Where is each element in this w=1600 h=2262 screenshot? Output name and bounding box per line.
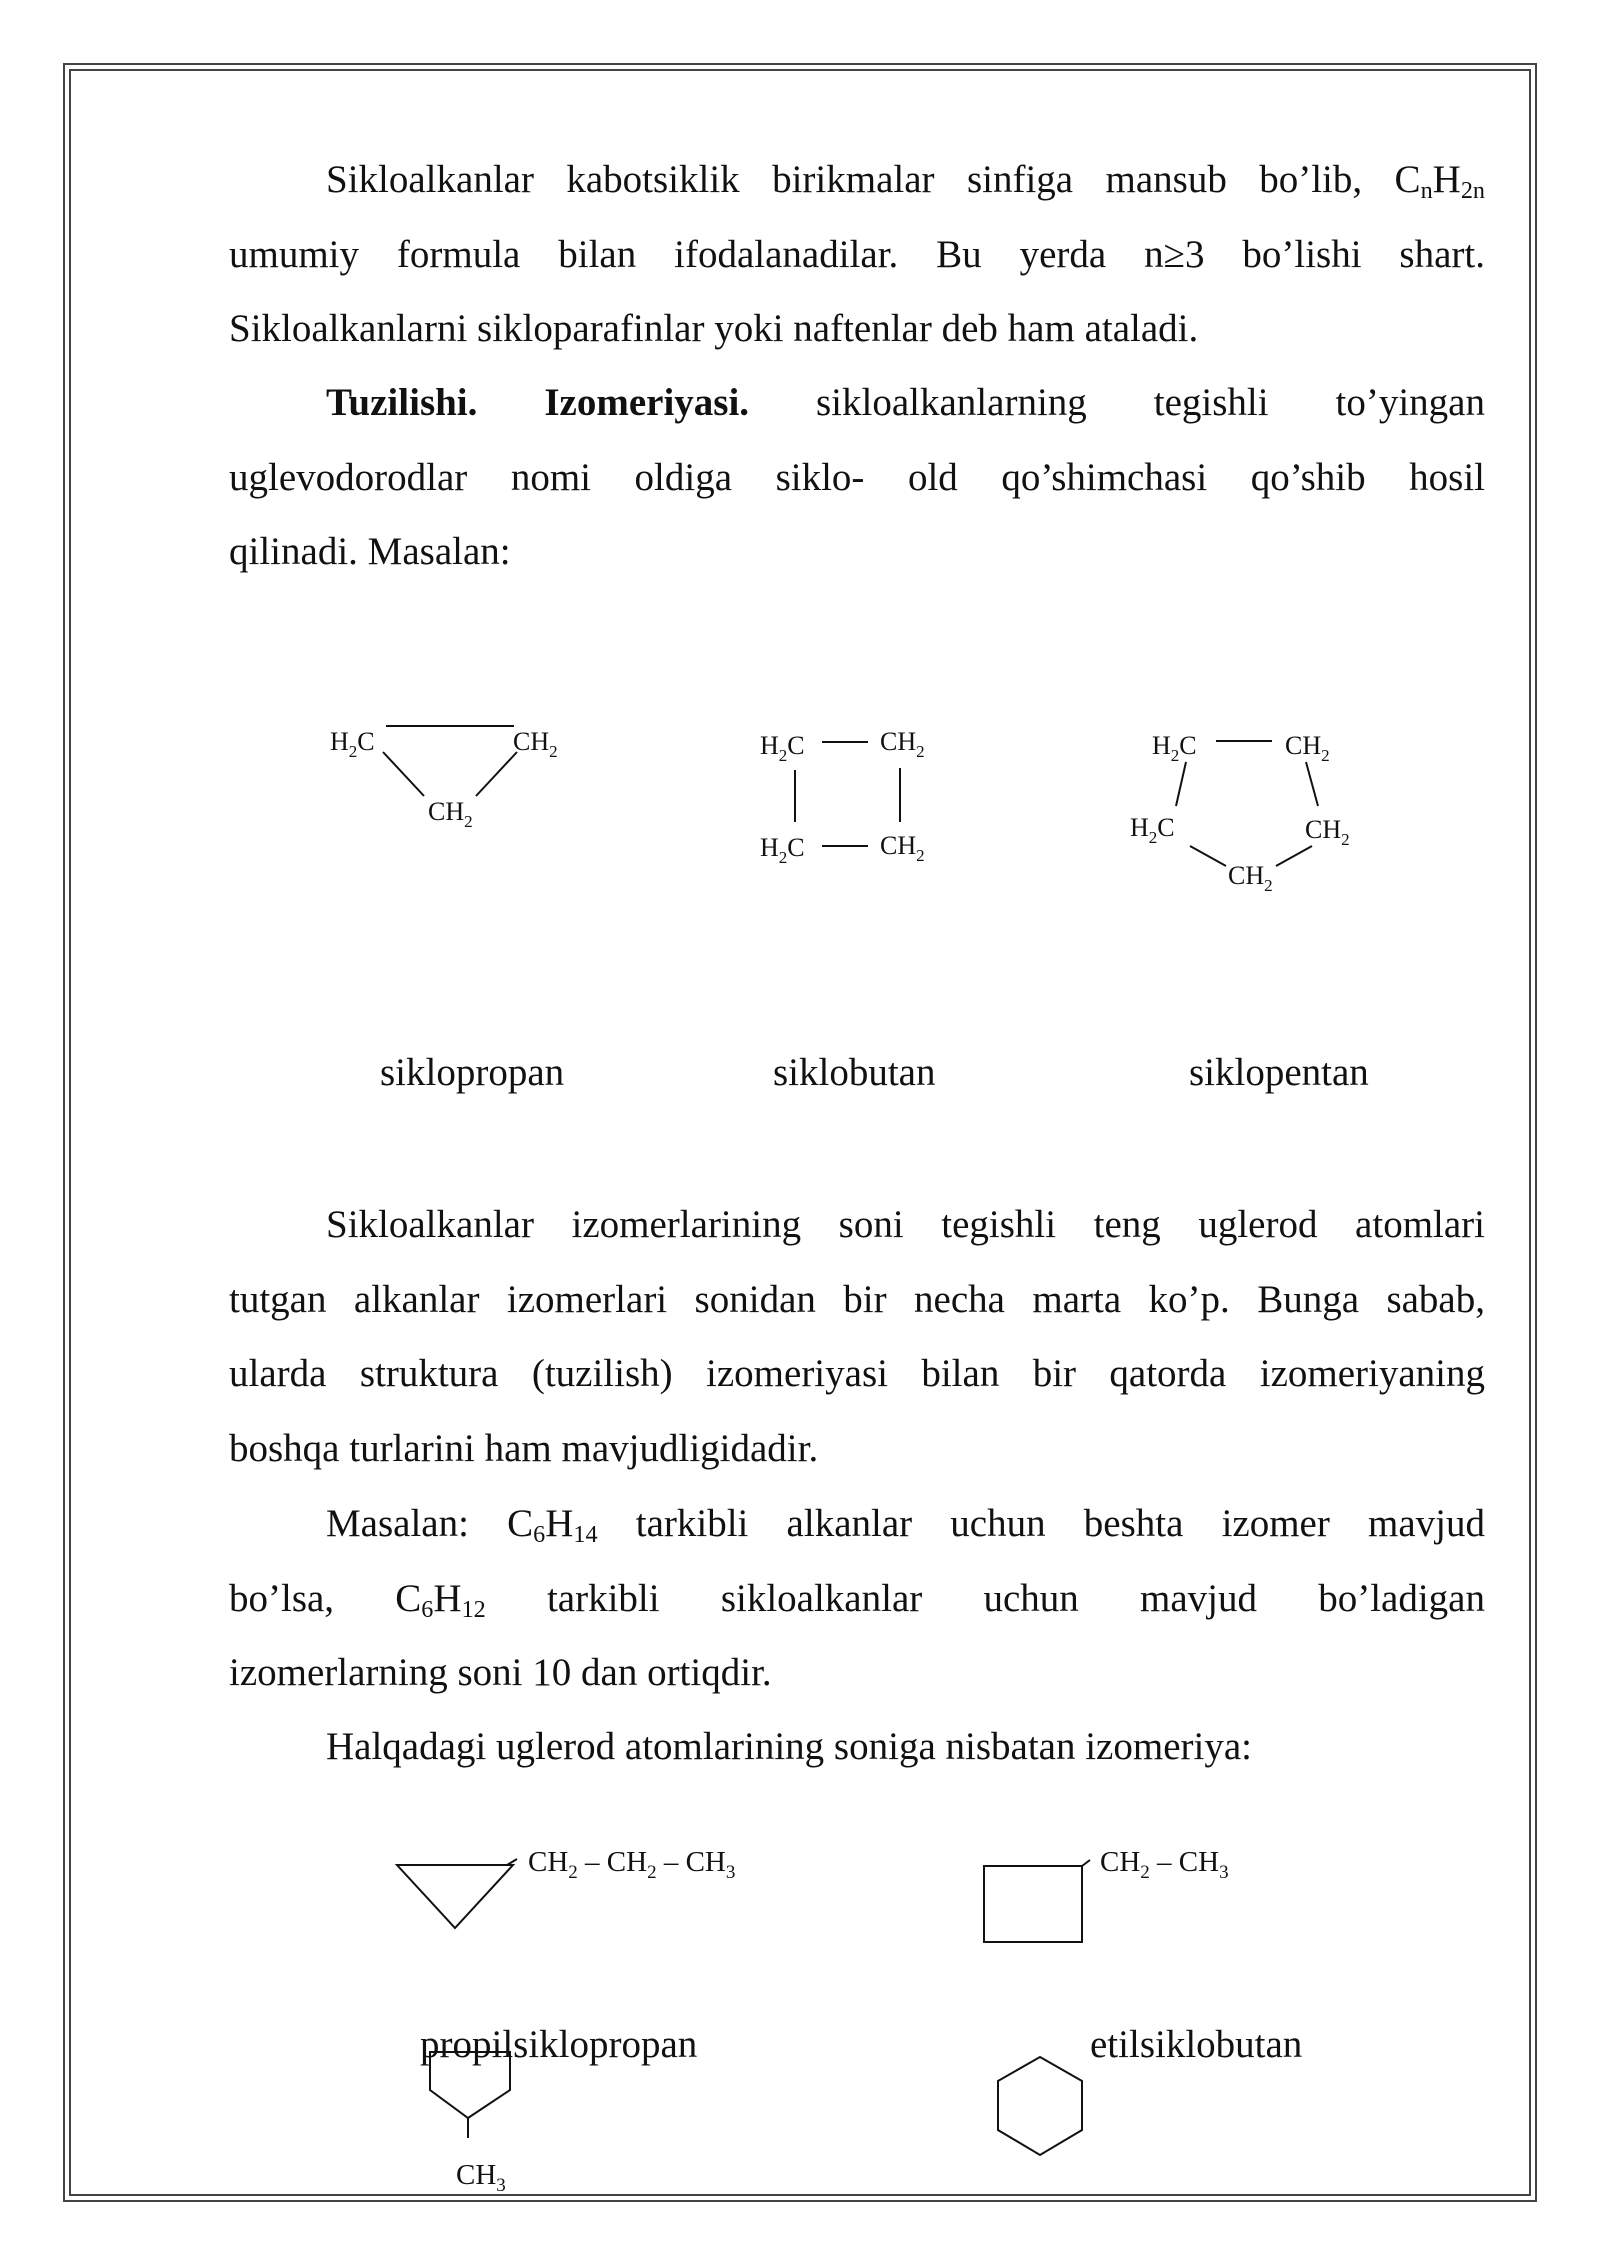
svg-text:H2C: $H_2C$ bbox=[330, 727, 375, 761]
svg-text:CH2 – CH2 – CH3: $CH_2 - CH_2 - CH_3$ bbox=[528, 1846, 736, 1883]
methylcyclopentane-structure bbox=[430, 2052, 510, 2196]
caption-siklopropan: siklopropan bbox=[380, 1051, 565, 1094]
svg-text:H2C: $H_2C$ bbox=[760, 833, 805, 867]
subscript: n bbox=[1420, 177, 1433, 205]
text-span: Sikloalkanlar kabotsiklik birikmalar sinfiga mansub bo’lib, C bbox=[326, 158, 1421, 201]
svg-text:CH2: $CH_2$ bbox=[428, 797, 473, 831]
svg-text:CH2: $CH_2$ bbox=[1305, 815, 1350, 849]
svg-text:H2C: $H_2C$ bbox=[760, 731, 805, 765]
cyclopentane-structure bbox=[1130, 731, 1350, 895]
subscript: 2n bbox=[1460, 177, 1485, 205]
text-line: Sikloalkanlarni sikloparafinlar yoki naftenlar deb ham ataladi. bbox=[229, 307, 1199, 350]
svg-text:H2C: $H_2C$ bbox=[1130, 813, 1175, 847]
cyclobutane-structure bbox=[760, 727, 925, 867]
text-span: tarkibli alkanlar uchun beshta izomer mavjud bbox=[597, 1502, 1485, 1545]
text-span: Masalan: C bbox=[326, 1502, 534, 1545]
subscript: 12 bbox=[461, 1595, 486, 1623]
text-line: tutgan alkanlar izomerlari sonidan bir necha marta ko’p. Bunga sabab, bbox=[229, 1277, 1485, 1321]
text-span: sikloalkanlarning tegishli to’yingan bbox=[749, 381, 1485, 424]
paragraph-ring-isomerism bbox=[229, 1710, 1485, 1785]
text-line: ularda struktura (tuzilish) izomeriyasi bilan bir qatorda izomeriyaning bbox=[229, 1352, 1485, 1395]
text-span: Sikloalkanlar izomerlarining soni tegishli teng uglerod atomlari bbox=[326, 1203, 1485, 1246]
svg-text:CH2: $CH_2$ bbox=[880, 831, 925, 865]
propylcyclopropane-structure bbox=[397, 1846, 735, 1928]
paragraph-isomers bbox=[229, 1188, 1485, 1486]
text-span: Halqadagi uglerod atomlarining soniga nisbatan izomeriya: bbox=[326, 1725, 1252, 1768]
text-line: qilinadi. Masalan: bbox=[229, 530, 511, 573]
caption-etilsiklobutan: etilsiklobutan bbox=[1090, 2023, 1303, 2066]
caption-siklobutan: siklobutan bbox=[773, 1051, 936, 1094]
subscript: 6 bbox=[533, 1521, 546, 1549]
svg-text:CH2 – CH3: $CH_2 - CH_3$ bbox=[1100, 1846, 1229, 1883]
svg-text:CH3: $CH_3$ bbox=[456, 2159, 506, 2196]
text-span: H bbox=[545, 1502, 574, 1545]
cyclohexane-structure bbox=[998, 2057, 1082, 2155]
text-span: bo’lsa, C bbox=[229, 1576, 422, 1620]
text-span: tarkibli sikloalkanlar uchun mavjud bo’ladigan bbox=[485, 1576, 1485, 1620]
caption-siklopentan: siklopentan bbox=[1189, 1051, 1369, 1094]
subscript: 6 bbox=[421, 1595, 434, 1623]
text-line: umumiy formula bilan ifodalanadilar. Bu yerda n≥3 bo’lishi shart. bbox=[229, 232, 1485, 276]
text-span: H bbox=[1432, 158, 1461, 201]
text-span: H bbox=[433, 1576, 462, 1620]
cyclopropane-structure bbox=[330, 726, 558, 831]
ethylcyclobutane-structure bbox=[984, 1846, 1229, 1942]
text-line: boshqa turlarini ham mavjudligidadir. bbox=[229, 1426, 819, 1470]
text-line: izomerlarning soni 10 dan ortiqdir. bbox=[229, 1651, 772, 1694]
svg-text:CH2: $CH_2$ bbox=[880, 727, 925, 761]
text-line: uglevodorodlar nomi oldiga siklo- old qo’shimchasi qo’shib hosil bbox=[229, 455, 1485, 499]
caption-propilsiklopropan: propilsiklopropan bbox=[420, 2023, 698, 2066]
svg-text:H2C: $H_2C$ bbox=[1152, 731, 1197, 765]
paragraph-example bbox=[229, 1487, 1485, 1711]
subscript: 14 bbox=[573, 1521, 598, 1549]
section-heading: Tuzilishi. Izomeriyasi. bbox=[326, 381, 750, 424]
svg-text:CH2: $CH_2$ bbox=[513, 727, 558, 761]
svg-text:CH2: $CH_2$ bbox=[1228, 861, 1273, 895]
svg-text:CH2: $CH_2$ bbox=[1285, 731, 1330, 765]
